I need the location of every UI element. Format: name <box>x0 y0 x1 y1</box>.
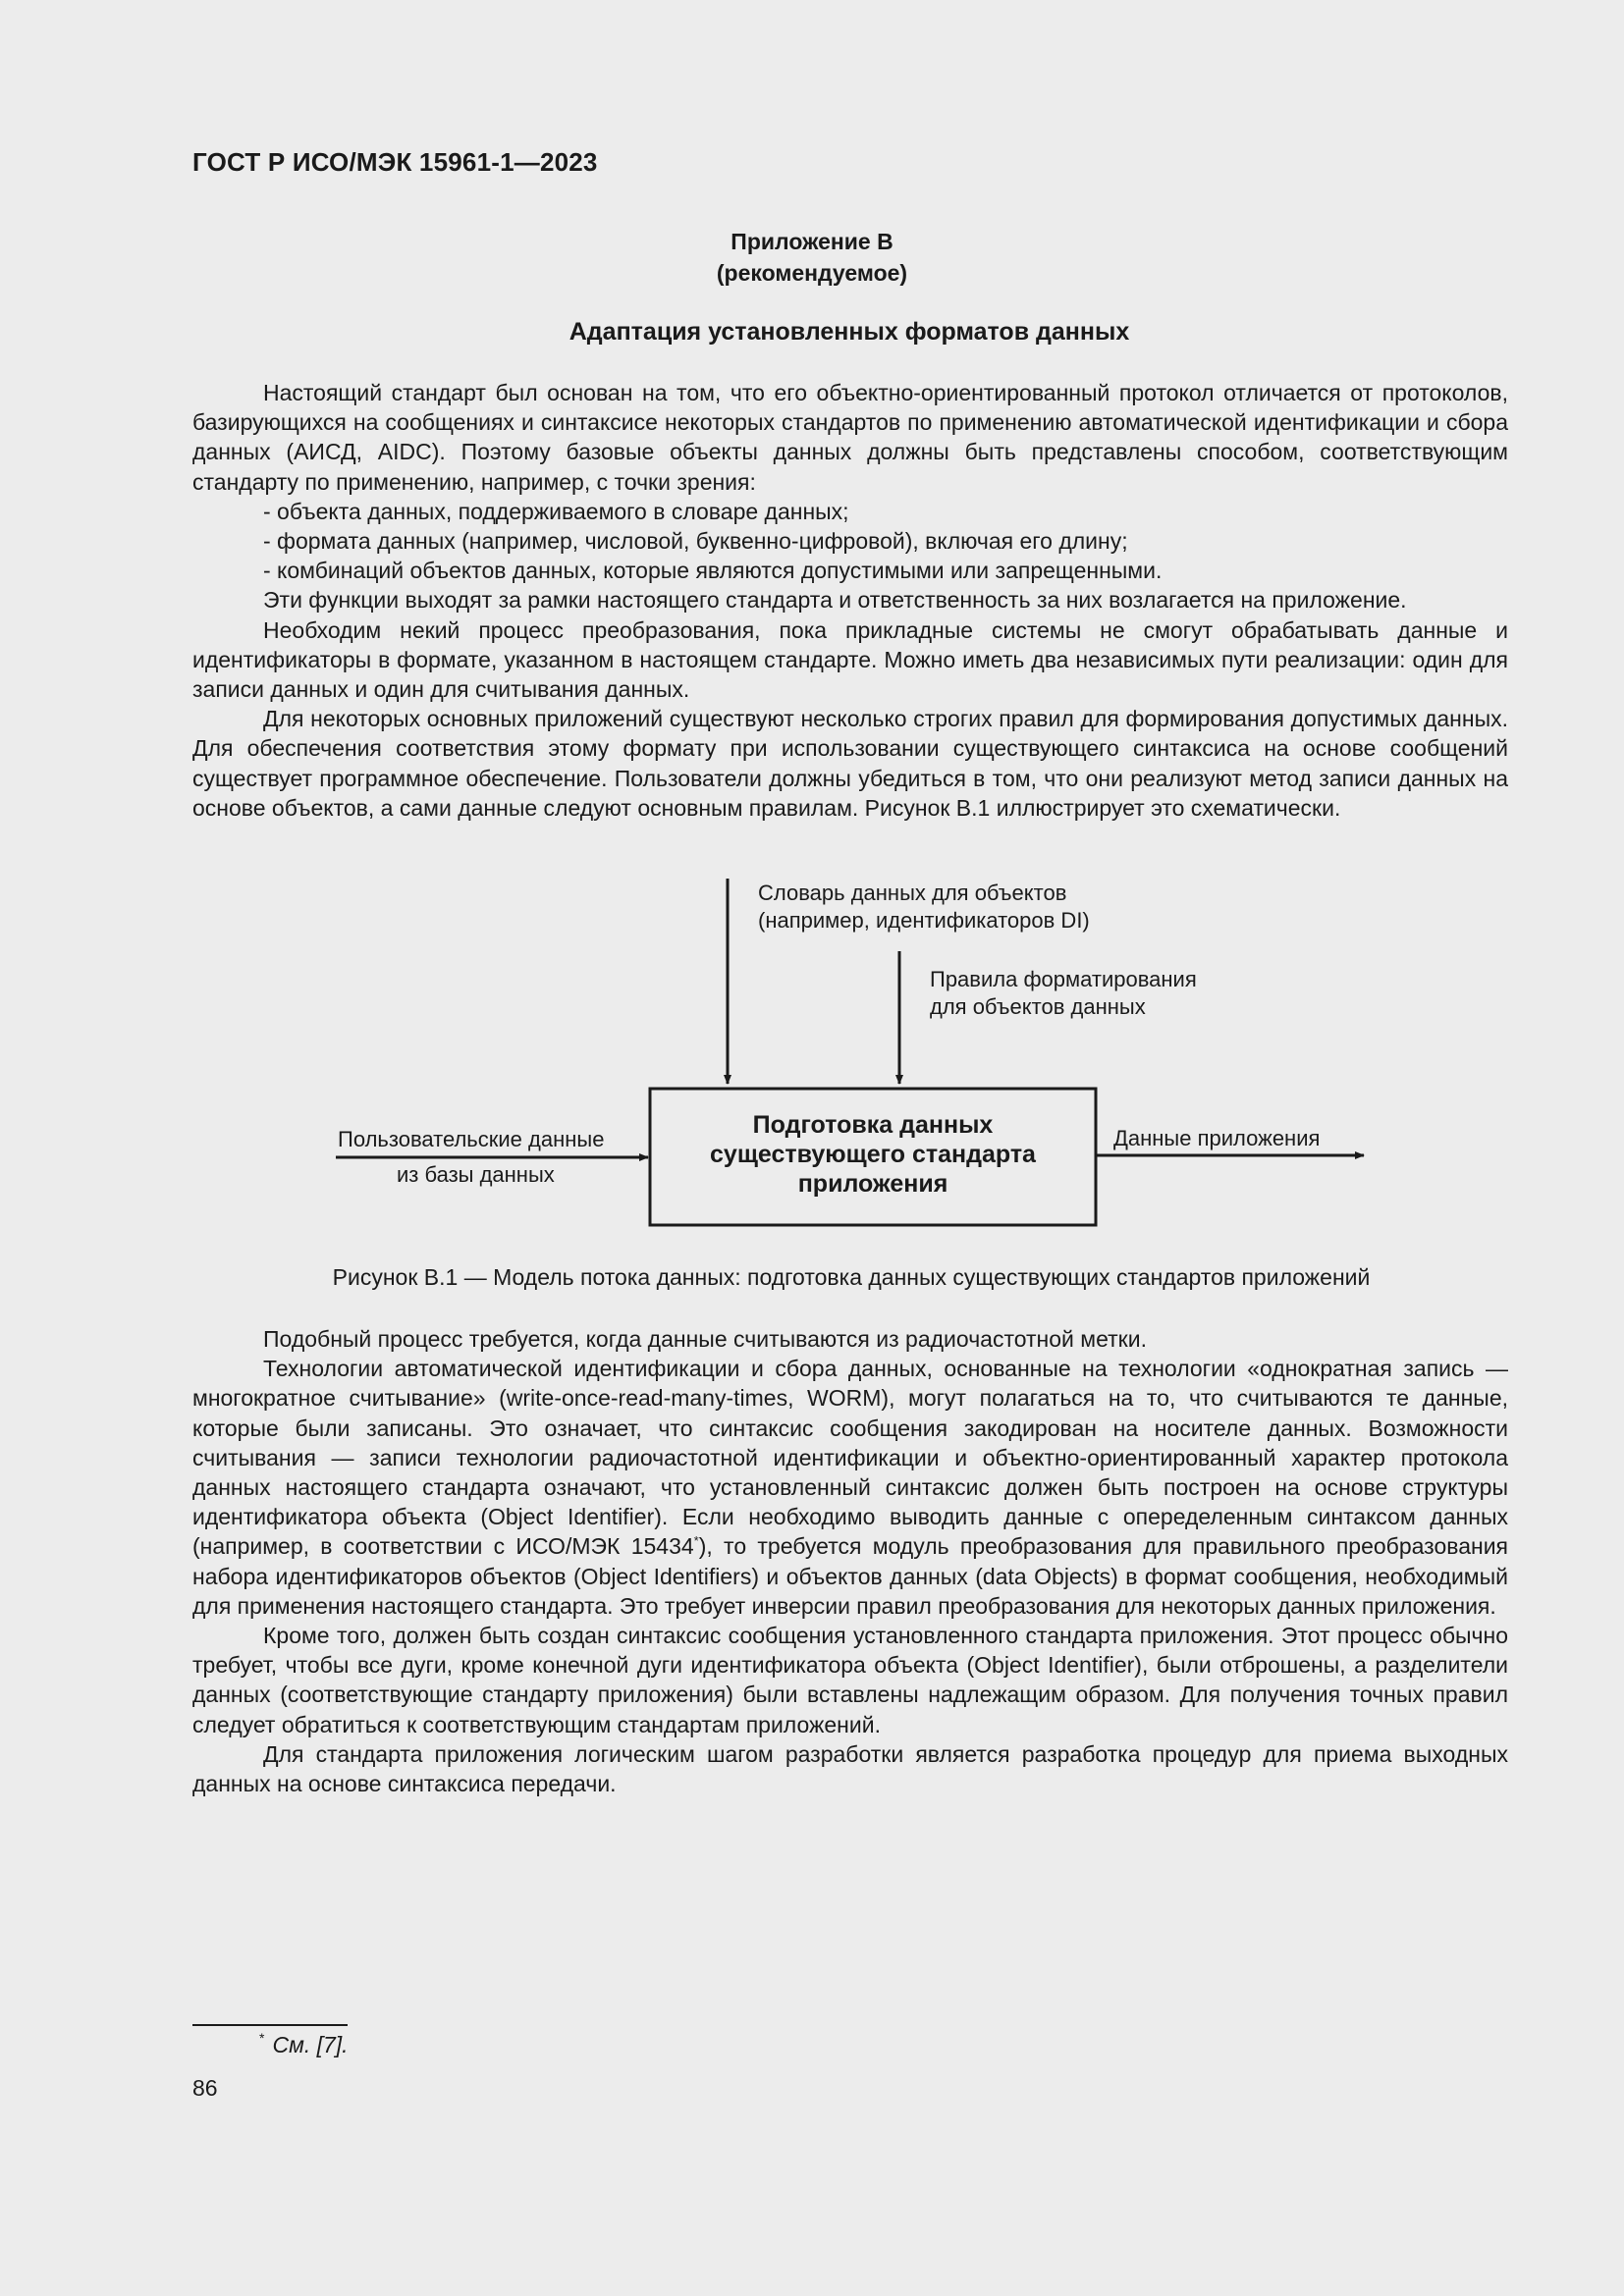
paragraph-part: ), то требуется модуль преобразования для правильного преобразования набора идентификаторов объектов (Object Identifiers) и объектов данных (data Objects) в формат сообщения, необходимый для применения настоящего стандарта. Это требует инверсии правил преобразования для некоторых данных приложения. <box>192 1533 1508 1619</box>
input-label: Пользовательские данные <box>338 1127 605 1151</box>
output-label: Данные приложения <box>1113 1126 1321 1150</box>
footnote <box>259 2030 349 2058</box>
list-item: - объекта данных, поддерживаемого в словаре данных; <box>263 498 849 524</box>
footnote-separator <box>192 2024 348 2026</box>
paragraph: Для некоторых основных приложений существуют несколько строгих правил для формирования допустимых данных. Для обеспечения соответствия этому формату при использовании существующего синтаксиса на основе сообщений существует программное обеспечение. Пользователи должны убедиться в том, что они реализуют метод записи данных на основе объектов, а сами данные следуют основным правилам. Рисунок В.1 иллюстрирует это схематически. <box>192 706 1508 821</box>
process-box-line-2: существующего стандарта <box>710 1141 1036 1168</box>
annex-status: (рекомендуемое) <box>716 260 908 286</box>
footnote-reference[interactable]: * <box>693 1533 699 1549</box>
paragraph: Подобный процесс требуется, когда данные считываются из радиочастотной метки. <box>263 1326 1147 1352</box>
process-box-line-3: приложения <box>797 1170 948 1198</box>
paragraph-part: Технологии автоматической идентификации и сбора данных, основанные на технологии «однократная запись — многократное считывание» (write-once-read-many-times, WORM), могут полагаться на то, что считываются те данные, которые были записаны. Это означает, что синтаксис сообщения закодирован на носителе данных. Возможности считывания — записи технологии радиочастотной идентификации и объектно-ориентированный характер протокола данных настоящего стандарта означают, что установленный синтаксис должен быть построен на основе структуры идентификатора объекта (Object Identifier). Если необходимо выводить данные с опеределенным синтаксом данных (например, в соответствии с ИСО/МЭК 15434 <box>192 1356 1508 1560</box>
dictionary-label: Словарь данных для объектов <box>758 881 1067 905</box>
main-text <box>192 1324 1508 1798</box>
footnote-text: См. [7]. <box>272 2032 349 2057</box>
paragraph: Кроме того, должен быть создан синтаксис сообщения установленного стандарта приложения. Этот процесс обычно требует, чтобы все дуги, кроме конечной дуги идентификатора объекта (Object Identifier), были отброшены, а разделители данных (соответствующие стандарту приложения) были вставлены надлежащим образом. Для получения точных правил следует обратиться к соответствующим стандартам приложений. <box>192 1623 1508 1737</box>
process-box-line-1: Подготовка данных <box>752 1111 994 1139</box>
list-item: - комбинаций объектов данных, которые являются допустимыми или запрещенными. <box>263 558 1163 584</box>
paragraph: Эти функции выходят за рамки настоящего стандарта и ответственность за них возлагается на приложение. <box>263 587 1407 614</box>
page-number: 86 <box>192 2075 218 2101</box>
rules-label: Правила форматирования <box>930 967 1197 991</box>
paragraph: Необходим некий процесс преобразования, пока прикладные системы не смогут обрабатывать данные и идентификаторы в формате, указанном в настоящем стандарте. Можно иметь два независимых пути реализации: один для записи данных и один для считывания данных. <box>192 616 1508 703</box>
paragraph <box>192 1354 1508 1621</box>
dictionary-label-note: (например, идентификаторов DI) <box>758 908 1090 933</box>
rules-label-note: для объектов данных <box>930 994 1146 1019</box>
input-label-note: из базы данных <box>397 1162 555 1187</box>
list-item: - формата данных (например, числовой, буквенно-цифровой), включая его длину; <box>263 528 1128 555</box>
footnote-mark: * <box>259 2030 265 2046</box>
document-header: ГОСТ Р ИСО/МЭК 15961-1—2023 <box>192 147 598 177</box>
paragraph: Настоящий стандарт был основан на том, что его объектно-ориентированный протокол отличается от протоколов, базирующихся на сообщениях и синтаксисе некоторых стандартов по применению автоматической идентификации и сбора данных (АИСД, AIDC). Поэтому базовые объекты данных должны быть представлены способом, соответствующим стандарту по применению, например, с точки зрения: <box>192 380 1508 495</box>
section-title: Адаптация установленных форматов данных <box>568 318 1130 346</box>
paragraph: Для стандарта приложения логическим шагом разработки является разработка процедур для приема выходных данных на основе синтаксиса передачи. <box>192 1740 1508 1797</box>
figure-caption: Рисунок В.1 — Модель потока данных: подготовка данных существующих стандартов приложений <box>332 1264 1371 1290</box>
annex-label: Приложение В <box>731 229 893 254</box>
